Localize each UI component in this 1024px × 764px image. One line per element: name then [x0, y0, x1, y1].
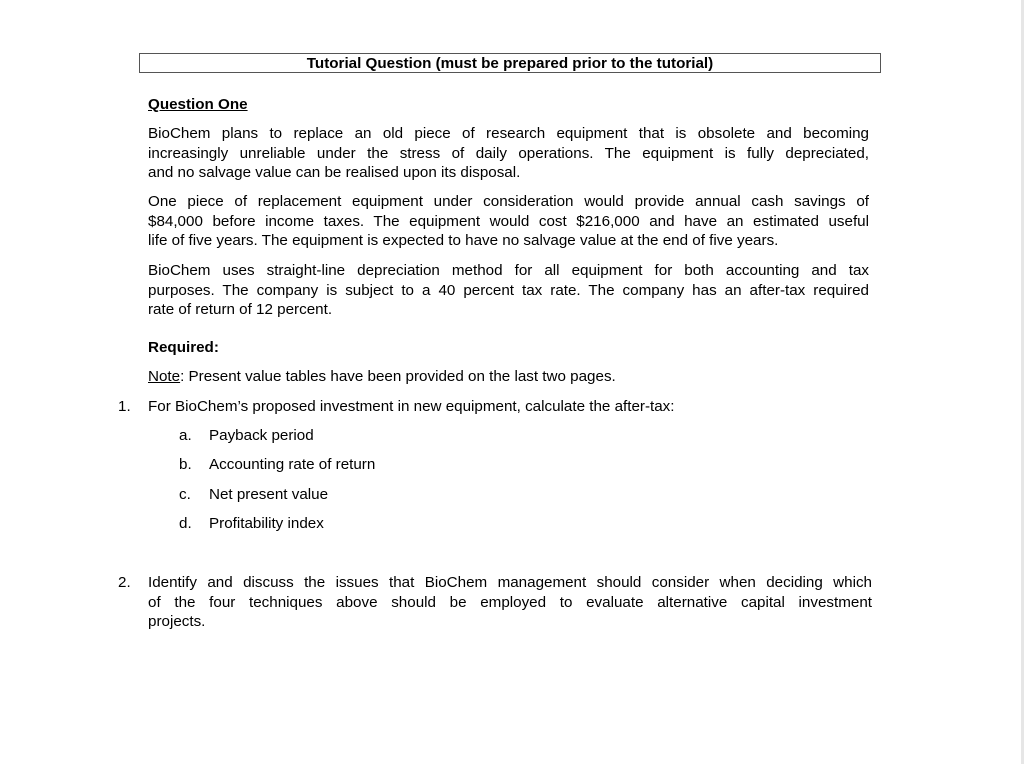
subitem-profitability-index: Profitability index [209, 515, 324, 532]
paragraph-line: BioChem plans to replace an old piece of research equipment that is obsolete and becoming [148, 125, 869, 142]
tutorial-title-box [139, 53, 881, 73]
paragraph-3 [148, 261, 869, 320]
item-line: Identify and discuss the issues that BioChem management should consider when deciding which [148, 574, 872, 591]
item-line: of the four techniques above should be employed to evaluate alternative capital investment [148, 593, 872, 611]
paragraph-1 [148, 124, 869, 183]
item-number: 2. [118, 574, 131, 591]
subitem-letter: c. [179, 486, 191, 503]
paragraph-line: increasingly unreliable under the stress of daily operations. The equipment is fully depreciated, [148, 144, 869, 162]
required-label: Required: [148, 339, 219, 356]
subitem-letter: a. [179, 427, 192, 444]
question-heading: Question One [148, 96, 248, 113]
item-text: For BioChem’s proposed investment in new equipment, calculate the after-tax: [148, 398, 675, 415]
paragraph-line: One piece of replacement equipment under consideration would provide annual cash savings of [148, 193, 869, 210]
subitem-net-present-value: Net present value [209, 486, 329, 503]
subitem-payback-period: Payback period [209, 427, 314, 444]
paragraph-line: $84,000 before income taxes. The equipment would cost $216,000 and have an estimated useful [148, 212, 869, 230]
note-label: Note [148, 368, 181, 385]
item-line: projects. [148, 613, 206, 630]
tutorial-title: Tutorial Question (must be prepared prior to the tutorial) [306, 55, 714, 72]
subitem-letter: d. [179, 515, 192, 532]
item-2-text [148, 573, 872, 632]
paragraph-line: rate of return of 12 percent. [148, 301, 333, 318]
paragraph-2 [148, 192, 869, 251]
note-text: : Present value tables have been provided on the last two pages. [180, 368, 616, 385]
subitem-letter: b. [179, 456, 192, 473]
paragraph-line: and no salvage value can be realised upon its disposal. [148, 164, 521, 181]
paragraph-line: purposes. The company is subject to a 40 percent tax rate. The company has an after-tax required [148, 281, 869, 299]
note [148, 367, 616, 387]
paragraph-line: life of five years. The equipment is expected to have no salvage value at the end of five years. [148, 232, 779, 249]
item-number: 1. [118, 398, 131, 415]
subitem-accounting-rate-of-return: Accounting rate of return [209, 456, 376, 473]
paragraph-line: BioChem uses straight-line depreciation method for all equipment for both accounting and tax [148, 262, 869, 279]
